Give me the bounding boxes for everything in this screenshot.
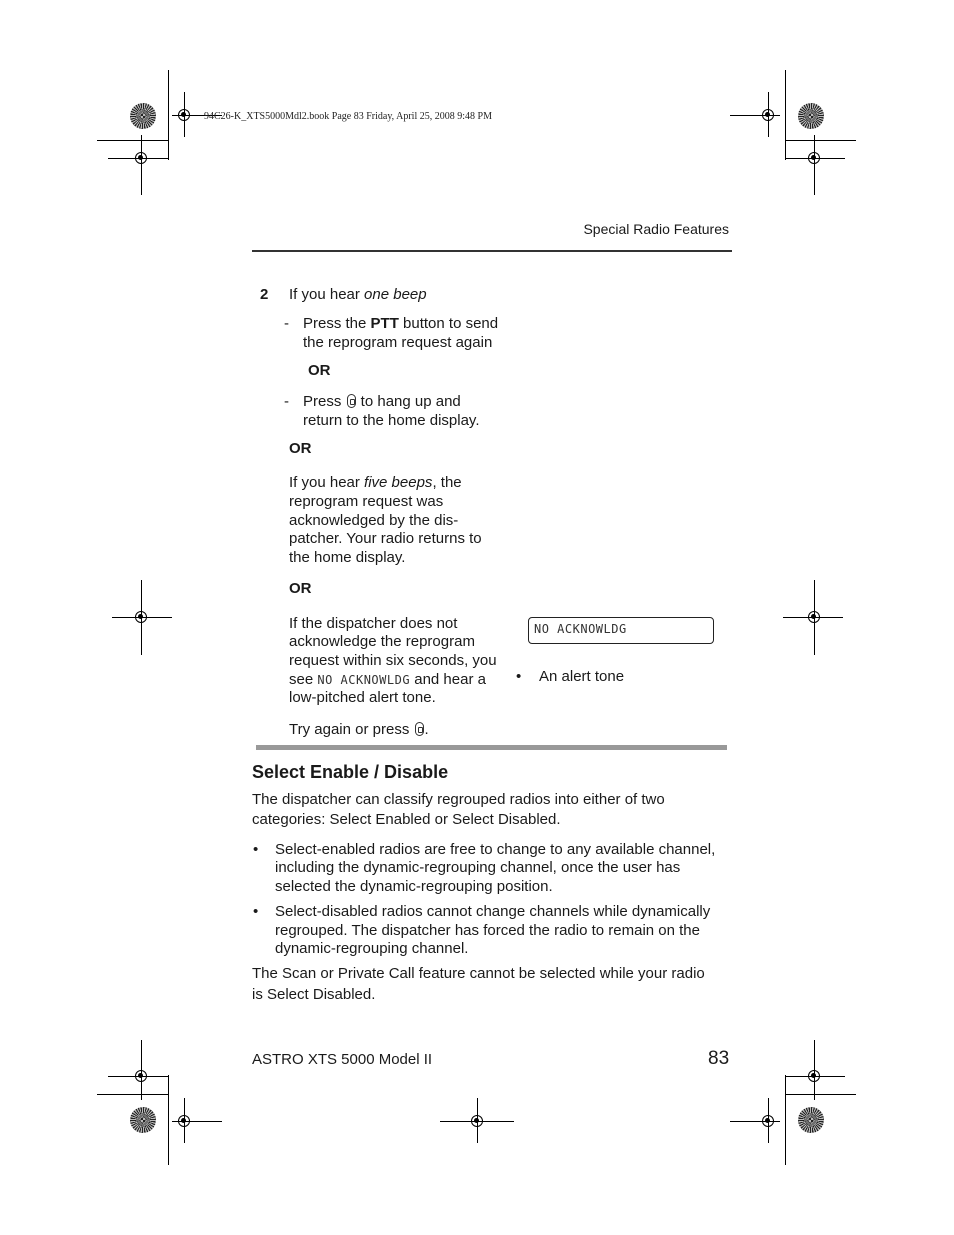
color-bar-sun-icon — [798, 103, 824, 129]
bullet1-mark: • — [253, 841, 259, 858]
para2-line1: The Scan or Private Call feature cannot be selected while your radio — [252, 965, 705, 982]
running-head: Special Radio Features — [583, 221, 729, 237]
color-bar-sun-icon — [798, 1107, 824, 1133]
registration-target-icon — [471, 1115, 483, 1127]
book-file-info: 94C26-K_XTS5000Mdl2.book Page 83 Friday, April 25, 2008 9:48 PM — [204, 111, 492, 122]
bullet2-line1: Select-disabled radios cannot change channels while dynamically — [275, 903, 711, 920]
para1-line2: categories: Select Enabled or Select Disabled. — [252, 811, 561, 828]
registration-target-icon — [135, 611, 147, 623]
registration-target-icon — [178, 109, 190, 121]
alert-bullet: • — [516, 668, 522, 685]
bullet1-line3: selected the dynamic-regrouping position. — [275, 878, 553, 895]
option2-line2: return to the home display. — [303, 412, 480, 429]
option2-line1: Press to hang up and — [303, 393, 461, 410]
registration-target-icon — [762, 109, 774, 121]
retry-line: Try again or press . — [289, 721, 429, 738]
no-ack-line1: If the dispatcher does not — [289, 615, 458, 632]
registration-target-icon — [808, 1070, 820, 1082]
bullet2-mark: • — [253, 903, 259, 920]
bullet1-line1: Select-enabled radios are free to change to any available channel, — [275, 841, 716, 858]
five-beeps-line4: patcher. Your radio returns to — [289, 530, 482, 547]
or-separator: OR — [289, 440, 312, 457]
five-beeps-line1: If you hear five beeps, the — [289, 474, 462, 491]
header-rule — [252, 250, 732, 252]
no-ack-line3: request within six seconds, you — [289, 652, 497, 669]
section-title: Select Enable / Disable — [252, 762, 449, 782]
no-ack-line2: acknowledge the reprogram — [289, 633, 475, 650]
para2-line2: is Select Disabled. — [252, 986, 376, 1003]
or-separator: OR — [289, 580, 312, 597]
registration-target-icon — [808, 152, 820, 164]
option2-dash: - — [284, 393, 289, 410]
color-bar-sun-icon — [130, 103, 156, 129]
registration-target-icon — [762, 1115, 774, 1127]
five-beeps-line2: reprogram request was — [289, 493, 444, 510]
bullet1-line2: including the dynamic-regrouping channel, once the user has — [275, 859, 681, 876]
section-divider — [256, 745, 727, 750]
bullet2-line2: regrouped. The dispatcher has forced the radio to remain on the — [275, 922, 700, 939]
no-ack-line5: low-pitched alert tone. — [289, 689, 436, 706]
registration-target-icon — [178, 1115, 190, 1127]
option1-line1: Press the PTT button to send — [303, 315, 499, 332]
alert-tone-label: An alert tone — [539, 668, 625, 685]
para1-line1: The dispatcher can classify regrouped radios into either of two — [252, 791, 665, 808]
radio-display-text: NO ACKNOWLDG — [534, 622, 627, 636]
option1-line2: the reprogram request again — [303, 334, 493, 351]
home-button-icon — [347, 394, 356, 408]
step-intro: If you hear one beep — [289, 286, 427, 303]
registration-target-icon — [135, 1070, 147, 1082]
page-number: 83 — [708, 1048, 730, 1069]
registration-target-icon — [135, 152, 147, 164]
bullet2-line3: dynamic-regrouping channel. — [275, 940, 469, 957]
registration-target-icon — [808, 611, 820, 623]
option1-dash: - — [284, 315, 289, 332]
no-ack-line4: see NO ACKNOWLDG and hear a — [289, 671, 486, 688]
five-beeps-line3: acknowledged by the dis- — [289, 512, 459, 529]
home-button-icon — [415, 722, 424, 736]
five-beeps-line5: the home display. — [289, 549, 406, 566]
footer-model: ASTRO XTS 5000 Model II — [252, 1051, 433, 1068]
or-separator: OR — [308, 362, 331, 379]
color-bar-sun-icon — [130, 1107, 156, 1133]
step-number: 2 — [260, 286, 269, 303]
